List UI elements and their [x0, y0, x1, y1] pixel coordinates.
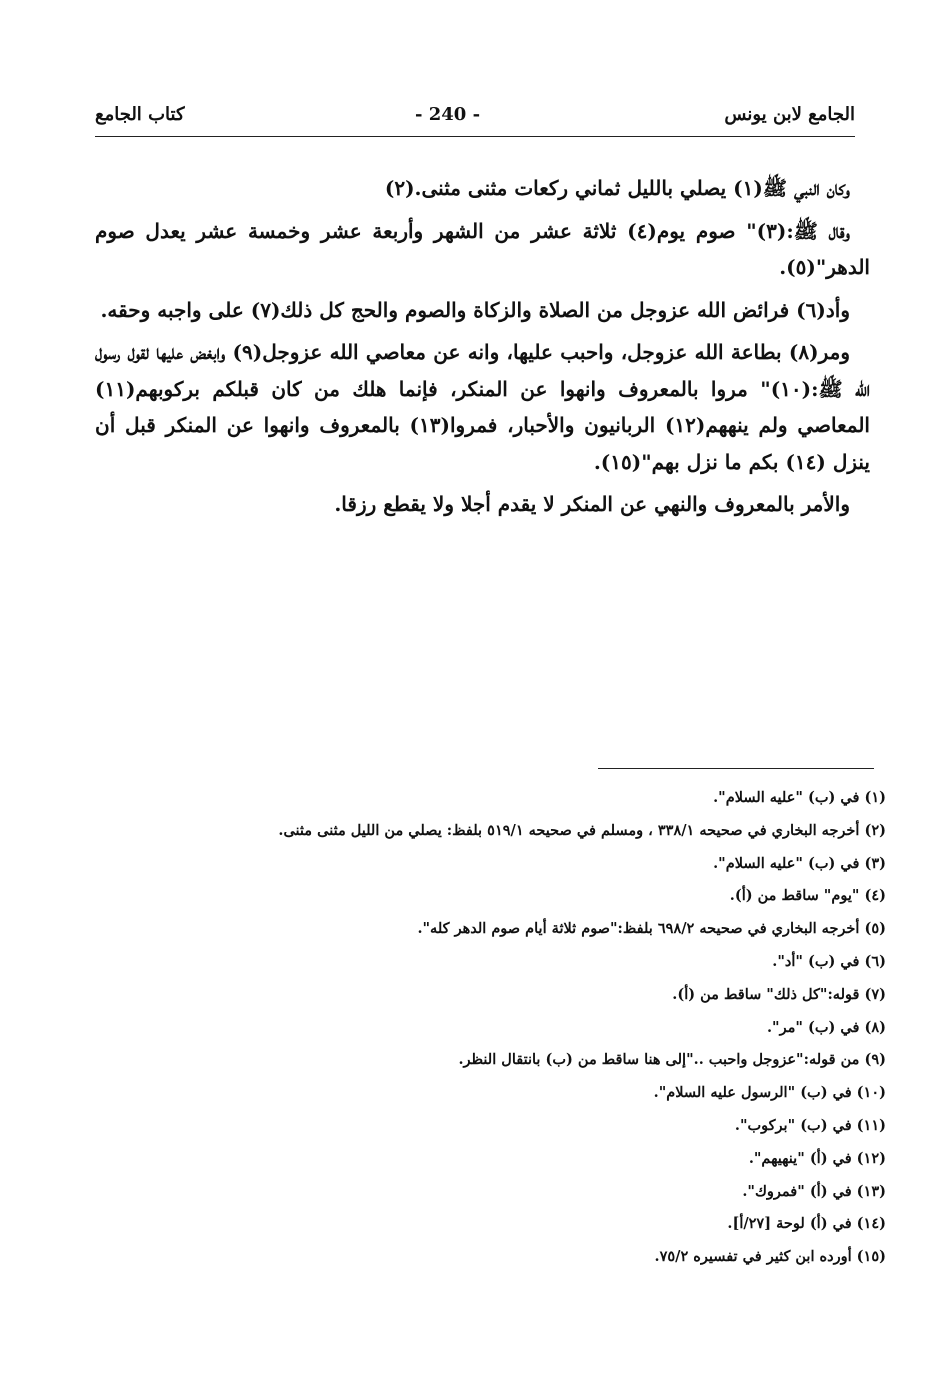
chapter-title: كتاب الجامع: [95, 104, 185, 125]
footnote: (١٥) أورده ابن كثير في تفسيره ٧٥/٢.: [654, 1248, 886, 1266]
paragraph: وقال ﷺ:(٣)" صوم يوم(٤) ثلاثة عشر من الشهر وأربعة عشر وخمسة عشر يعدل صوم الدهر"(٥).: [95, 218, 870, 279]
footnote: (١٠) في (ب) "الرسول عليه السلام".: [653, 1084, 886, 1102]
footnote: (١٤) في (أ) لوحة [٢٧/أ].: [727, 1215, 886, 1233]
footnotes: [150, 782, 886, 1274]
footnote: (٦) في (ب) "أد".: [772, 952, 886, 970]
footnote: (٧) قوله:"كل ذلك" ساقط من (أ).: [672, 985, 886, 1003]
footnote: (٤) "يوم" ساقط من (أ).: [729, 887, 886, 905]
paragraph: وكان النبي ﷺ(١) يصلي بالليل ثماني ركعات مثنى مثنى.(٢): [384, 176, 850, 200]
footnote: (١) في (ب) "عليه السلام".: [713, 789, 886, 806]
book-title: الجامع لابن يونس: [724, 104, 855, 125]
main-text: [95, 170, 870, 529]
paragraph: ومر(٨) بطاعة الله عزوجل، واحبب عليها، وانه عن معاصي الله عزوجل(٩) وابغض عليها لقول رسول الله ﷺ:(١٠)" مروا بالمعروف وانهوا عن المنكر، فإنما هلك من كان قبلكم بركوبهم(١١) المعاصي ولم ينههم(١٢) الربانيون والأحبار، فمروا(١٣) بالمعروف وانهوا عن المنكر قبل أن ينزل (١٤) بكم ما نزل بهم"(١٥).: [95, 340, 870, 474]
page-number: - 240 -: [415, 104, 481, 125]
footnote: (١١) في (ب) "بركوب".: [734, 1116, 886, 1134]
footnote: (١٢) في (أ) "ينهيهم".: [748, 1149, 886, 1167]
paragraph: والأمر بالمعروف والنهي عن المنكر لا يقدم أجلا ولا يقطع رزقا.: [334, 492, 850, 516]
footnote: (١٣) في (أ) "فمروك".: [742, 1182, 886, 1200]
footnote: (٥) أخرجه البخاري في صحيحه ٦٩٨/٢ بلفظ:"صوم ثلاثة أيام صوم الدهر كله".: [417, 920, 886, 938]
header-divider: [95, 136, 855, 137]
running-header: [95, 104, 855, 134]
footnote: (٢) أخرجه البخاري في صحيحه ٣٣٨/١ ، ومسلم في صحيحه ٥١٩/١ بلفظ: يصلي من الليل مثنى مثنى.: [278, 821, 886, 839]
footnote: (٨) في (ب) "مر".: [767, 1018, 886, 1036]
footnote-divider: [598, 768, 874, 769]
footnote: (٩) من قوله:"عزوجل واحبب .."إلى هنا ساقط من (ب) بانتقال النظر.: [458, 1051, 886, 1069]
paragraph: وأد(٦) فرائض الله عزوجل من الصلاة والزكاة والصوم والحج كل ذلك(٧) على واجبه وحقه.: [100, 297, 850, 322]
footnote: (٣) في (ب) "عليه السلام".: [713, 854, 886, 872]
